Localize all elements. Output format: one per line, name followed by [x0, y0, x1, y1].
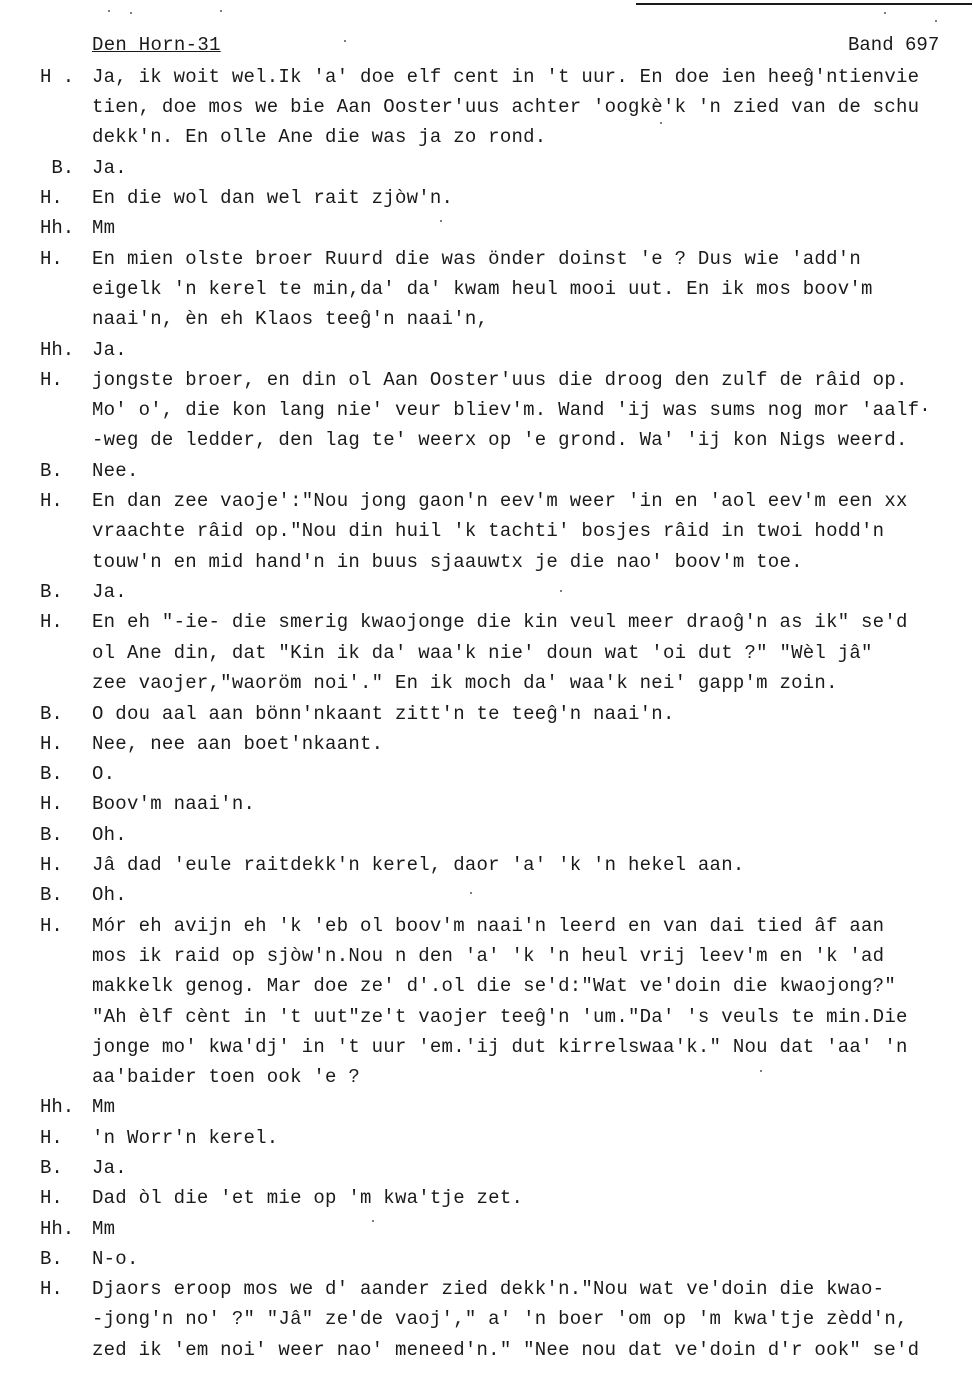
transcript-line — [0, 184, 973, 212]
line-text: O. — [92, 763, 116, 785]
line-text: Ja, ik woit wel.Ik 'a' doe elf cent in 't uur. En doe ien heeĝ'ntienvie — [92, 66, 920, 88]
line-text: 'n Worr'n kerel. — [92, 1127, 279, 1149]
scan-speck — [220, 10, 222, 12]
transcript-line — [0, 790, 973, 818]
speaker-label: B. — [40, 1248, 63, 1270]
line-text: -weg de ledder, den lag te' weerx op 'e grond. Wa' 'ij kon Nigs weerd. — [92, 429, 908, 451]
line-text: Nee. — [92, 460, 139, 482]
speaker-label: B. — [40, 824, 63, 846]
line-text: Ja. — [92, 1157, 127, 1179]
line-text: Dad òl die 'et mie op 'm kwa'tje zet. — [92, 1187, 524, 1209]
speaker-label: H. — [40, 854, 63, 876]
speaker-label: H. — [40, 915, 63, 937]
speaker-label: Hh. — [40, 1096, 75, 1118]
transcript-line — [0, 1245, 973, 1273]
transcript-line — [0, 1305, 973, 1333]
transcript-line — [0, 669, 973, 697]
scan-speck — [884, 12, 886, 14]
transcript-line — [0, 1093, 973, 1121]
line-text: eigelk 'n kerel te min,da' da' kwam heul mooi uut. En ik mos boov'm — [92, 278, 873, 300]
line-text: "Ah èlf cènt in 't uut"ze't vaojer teeĝ'n 'um."Da' 's veuls te min.Die — [92, 1006, 908, 1028]
page-header-band: Band 697 — [848, 34, 940, 56]
scan-speck — [344, 40, 346, 42]
speaker-label: H. — [40, 1187, 63, 1209]
speaker-label: B. — [40, 1157, 63, 1179]
speaker-label: B. — [40, 703, 63, 725]
line-text: Oh. — [92, 824, 127, 846]
line-text: Mo' o', die kon lang nie' veur bliev'm. Wand 'ij was sums nog mor 'aalf· — [92, 399, 931, 421]
transcript-line — [0, 1184, 973, 1212]
line-text: ol Ane din, dat "Kin ik da' waa'k nie' doun wat 'oi dut ?" "Wèl jâ" — [92, 642, 873, 664]
transcript-line — [0, 1063, 973, 1091]
transcript-line — [0, 275, 973, 303]
transcript-line — [0, 821, 973, 849]
transcript-line — [0, 366, 973, 394]
line-text: En die wol dan wel rait zjòw'n. — [92, 187, 454, 209]
speaker-label: B. — [40, 460, 63, 482]
speaker-label: H. — [40, 1127, 63, 1149]
page-header-title — [92, 34, 221, 56]
line-text: zed ik 'em noi' weer nao' meneed'n." "Nee nou dat ve'doin d'r ook" se'd — [92, 1339, 920, 1361]
line-text: Mm — [92, 1218, 116, 1240]
speaker-label: B. — [40, 884, 63, 906]
line-text: Mm — [92, 1096, 116, 1118]
transcript-line — [0, 700, 973, 728]
line-text: En eh "-ie- die smerig kwaojonge die kin veul meer draoĝ'n as ik" se'd — [92, 611, 908, 633]
transcript-line — [0, 1215, 973, 1243]
transcript-line — [0, 851, 973, 879]
transcript-line — [0, 245, 973, 273]
speaker-label: B. — [40, 763, 63, 785]
speaker-label: B. — [40, 157, 75, 179]
speaker-label: H. — [40, 793, 63, 815]
transcript-line — [0, 548, 973, 576]
line-text: Mm — [92, 217, 116, 239]
line-text: aa'baider toen ook 'e ? — [92, 1066, 360, 1088]
scan-speck — [108, 10, 110, 12]
line-text: touw'n en mid hand'n in buus sjaauwtx je die nao' boov'm toe. — [92, 551, 803, 573]
line-text: O dou aal aan bönn'nkaant zitt'n te teeĝ'n naai'n. — [92, 703, 675, 725]
transcript-line — [0, 214, 973, 242]
line-text: Ja. — [92, 339, 127, 361]
transcript-line — [0, 1154, 973, 1182]
transcript-line — [0, 639, 973, 667]
speaker-label: H . — [40, 66, 75, 88]
transcript-line — [0, 154, 973, 182]
line-text: jongste broer, en din ol Aan Ooster'uus die droog den zulf de râid op. — [92, 369, 908, 391]
line-text: N-o. — [92, 1248, 139, 1270]
line-text: En dan zee vaoje':"Nou jong gaon'n eev'm weer 'in en 'aol eev'm een xx — [92, 490, 908, 512]
speaker-label: H. — [40, 733, 63, 755]
transcript-line — [0, 457, 973, 485]
transcript-line — [0, 1275, 973, 1303]
transcript-line — [0, 487, 973, 515]
line-text: Djaors eroop mos we d' aander zied dekk'n."Nou wat ve'doin die kwao- — [92, 1278, 885, 1300]
line-text: makkelk genog. Mar doe ze' d'.ol die se'd:"Wat ve'doin die kwaojong?" — [92, 975, 896, 997]
line-text: naai'n, èn eh Klaos teeĝ'n naai'n, — [92, 308, 489, 330]
transcript-line — [0, 608, 973, 636]
line-text: vraachte râid op."Nou din huil 'k tachti' bosjes râid in twoi hodd'n — [92, 520, 885, 542]
transcript-line — [0, 396, 973, 424]
transcript-line — [0, 305, 973, 333]
transcript-line — [0, 942, 973, 970]
speaker-label: B. — [40, 581, 63, 603]
scan-speck — [935, 20, 937, 22]
top-rule — [636, 3, 972, 5]
transcript-line — [0, 1033, 973, 1061]
line-text: jonge mo' kwa'dj' in 't uur 'em.'ij dut kirrelswaa'k." Nou dat 'aa' 'n — [92, 1036, 908, 1058]
transcript-line — [0, 1124, 973, 1152]
line-text: mos ik raid op sjòw'n.Nou n den 'a' 'k 'n heul vrij leev'm en 'k 'ad — [92, 945, 885, 967]
line-text: Oh. — [92, 884, 127, 906]
header-title-text: Den Horn-31 — [92, 34, 221, 56]
line-text: zee vaojer,"waoröm noi'." En ik moch da' waa'k nei' gapp'm zoin. — [92, 672, 838, 694]
transcript-line — [0, 972, 973, 1000]
speaker-label: H. — [40, 369, 63, 391]
transcript-line — [0, 760, 973, 788]
speaker-label: Hh. — [40, 1218, 75, 1240]
transcript-line — [0, 912, 973, 940]
speaker-label: H. — [40, 187, 63, 209]
line-text: Nee, nee aan boet'nkaant. — [92, 733, 384, 755]
speaker-label: Hh. — [40, 339, 75, 361]
line-text: Boov'm naai'n. — [92, 793, 256, 815]
line-text: Mór eh avijn eh 'k 'eb ol boov'm naai'n leerd en van dai tied âf aan — [92, 915, 885, 937]
transcript-line — [0, 63, 973, 91]
transcript-line — [0, 517, 973, 545]
transcript-line — [0, 730, 973, 758]
line-text: Jâ dad 'eule raitdekk'n kerel, daor 'a' 'k 'n hekel aan. — [92, 854, 745, 876]
transcript-line — [0, 578, 973, 606]
speaker-label: H. — [40, 611, 63, 633]
transcript-line — [0, 1336, 973, 1364]
transcript-line — [0, 336, 973, 364]
line-text: En mien olste broer Ruurd die was önder doinst 'e ? Dus wie 'add'n — [92, 248, 862, 270]
transcript-line — [0, 881, 973, 909]
speaker-label: H. — [40, 1278, 63, 1300]
line-text: -jong'n no' ?" "Jâ" ze'de vaoj'," a' 'n boer 'om op 'm kwa'tje zèdd'n, — [92, 1308, 908, 1330]
line-text: tien, doe mos we bie Aan Ooster'uus achter 'oogkè'k 'n zied van de schu — [92, 96, 920, 118]
line-text: dekk'n. En olle Ane die was ja zo rond. — [92, 126, 547, 148]
speaker-label: H. — [40, 490, 63, 512]
transcript-line — [0, 426, 973, 454]
scan-speck — [130, 12, 132, 14]
line-text: Ja. — [92, 157, 127, 179]
speaker-label: Hh. — [40, 217, 75, 239]
transcript-line — [0, 123, 973, 151]
transcript-line — [0, 93, 973, 121]
line-text: Ja. — [92, 581, 127, 603]
transcript-line — [0, 1003, 973, 1031]
speaker-label: H. — [40, 248, 63, 270]
